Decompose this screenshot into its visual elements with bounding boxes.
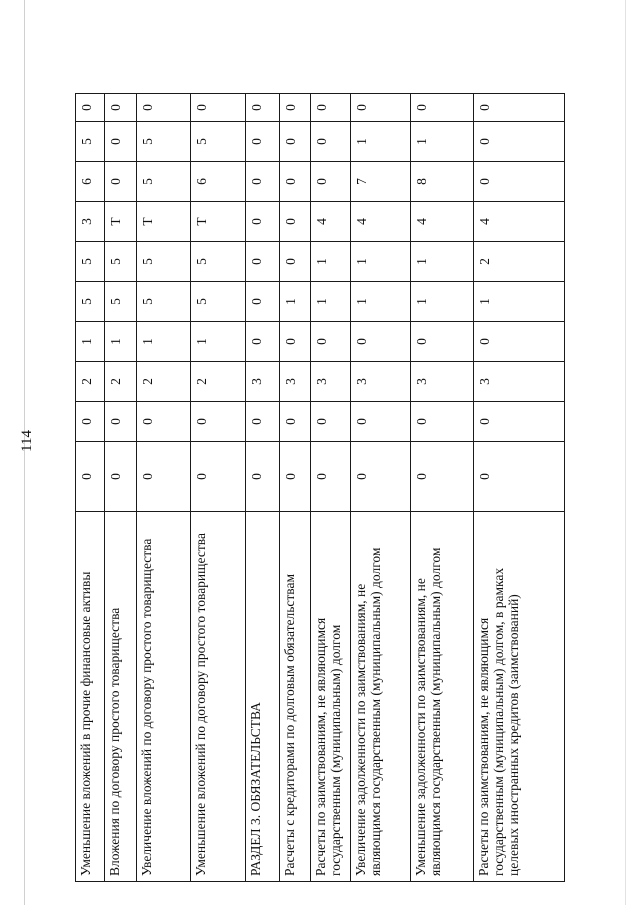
code-cell: 2 bbox=[105, 362, 137, 402]
code-cell: 5 bbox=[190, 282, 245, 322]
code-cell: 0 bbox=[280, 242, 311, 282]
code-cell: 0 bbox=[311, 402, 350, 442]
row-label: Увеличение вложений по договору простого товарищества bbox=[137, 512, 191, 882]
code-cell: 0 bbox=[311, 122, 350, 162]
code-cell: 5 bbox=[190, 242, 245, 282]
code-cell: 4 bbox=[410, 202, 473, 242]
code-cell: 0 bbox=[280, 202, 311, 242]
code-cell: 1 bbox=[350, 242, 410, 282]
code-cell: 0 bbox=[76, 442, 105, 512]
code-cell: 0 bbox=[105, 162, 137, 202]
code-cell: 0 bbox=[311, 162, 350, 202]
code-cell: 0 bbox=[245, 402, 279, 442]
row-label: Расчеты с кредиторами по долговым обязательствам bbox=[280, 512, 311, 882]
code-cell: 1 bbox=[137, 322, 191, 362]
code-cell: 5 bbox=[105, 242, 137, 282]
code-cell: 0 bbox=[137, 402, 191, 442]
table-row bbox=[473, 94, 564, 882]
code-cell: 1 bbox=[350, 122, 410, 162]
code-cell: 0 bbox=[473, 162, 564, 202]
code-cell: 0 bbox=[245, 442, 279, 512]
code-cell: 5 bbox=[76, 122, 105, 162]
code-cell: 2 bbox=[76, 362, 105, 402]
code-cell: 3 bbox=[76, 202, 105, 242]
code-cell: 0 bbox=[311, 442, 350, 512]
table-body bbox=[76, 94, 565, 882]
code-cell: 1 bbox=[410, 122, 473, 162]
code-cell: 4 bbox=[350, 202, 410, 242]
code-cell: 2 bbox=[137, 362, 191, 402]
code-cell: 0 bbox=[350, 322, 410, 362]
code-cell: 1 bbox=[410, 242, 473, 282]
code-cell: 2 bbox=[473, 242, 564, 282]
row-label: Расчеты по заимствованиям, не являющимся государственным (муниципальным) долгом bbox=[311, 512, 350, 882]
code-cell: 0 bbox=[245, 202, 279, 242]
code-cell: 0 bbox=[105, 402, 137, 442]
code-cell: 0 bbox=[280, 402, 311, 442]
code-cell: 8 bbox=[410, 162, 473, 202]
code-cell: 0 bbox=[280, 122, 311, 162]
code-cell: 0 bbox=[137, 94, 191, 122]
code-cell: 5 bbox=[190, 122, 245, 162]
code-cell: 0 bbox=[245, 94, 279, 122]
code-cell: 0 bbox=[245, 322, 279, 362]
code-cell: 1 bbox=[280, 282, 311, 322]
table-row bbox=[410, 94, 473, 882]
code-cell: 5 bbox=[76, 242, 105, 282]
code-cell: 3 bbox=[473, 362, 564, 402]
code-cell: 6 bbox=[190, 162, 245, 202]
row-label: Уменьшение задолженности по заимствованиям, не являющимся государственным (муниципальным) долгом bbox=[410, 512, 473, 882]
code-cell: Т bbox=[137, 202, 191, 242]
code-cell: 3 bbox=[410, 362, 473, 402]
code-cell: 1 bbox=[105, 322, 137, 362]
code-cell: 5 bbox=[137, 162, 191, 202]
code-cell: 1 bbox=[311, 242, 350, 282]
code-cell: 1 bbox=[410, 282, 473, 322]
code-cell: 6 bbox=[76, 162, 105, 202]
table-row bbox=[350, 94, 410, 882]
code-cell: 7 bbox=[350, 162, 410, 202]
code-cell: Т bbox=[105, 202, 137, 242]
code-cell: 0 bbox=[245, 122, 279, 162]
code-cell: 0 bbox=[280, 322, 311, 362]
rotated-table-container bbox=[75, 94, 565, 882]
code-cell: 1 bbox=[76, 322, 105, 362]
code-cell: 4 bbox=[473, 202, 564, 242]
row-label: Уменьшение вложений по договору простого товарищества bbox=[190, 512, 245, 882]
code-cell: 4 bbox=[311, 202, 350, 242]
code-cell: 1 bbox=[190, 322, 245, 362]
code-cell: 0 bbox=[105, 122, 137, 162]
code-cell: 5 bbox=[105, 282, 137, 322]
code-cell: 0 bbox=[410, 322, 473, 362]
row-label: Вложения по договору простого товарищества bbox=[105, 512, 137, 882]
row-label: Расчеты по заимствованиям, не являющимся государственным (муниципальным) долгом, в рамках целевых иностранных кредитов (заимствований) bbox=[473, 512, 564, 882]
code-cell: 3 bbox=[245, 362, 279, 402]
code-cell: 0 bbox=[245, 242, 279, 282]
code-cell: 0 bbox=[410, 402, 473, 442]
code-cell: 0 bbox=[190, 442, 245, 512]
code-cell: 0 bbox=[105, 442, 137, 512]
code-cell: 5 bbox=[137, 122, 191, 162]
code-cell: Т bbox=[190, 202, 245, 242]
code-cell: 0 bbox=[311, 94, 350, 122]
code-cell: 0 bbox=[137, 442, 191, 512]
row-label: Уменьшение вложений в прочие финансовые активы bbox=[76, 512, 105, 882]
code-cell: 0 bbox=[311, 322, 350, 362]
code-cell: 1 bbox=[311, 282, 350, 322]
code-cell: 0 bbox=[473, 94, 564, 122]
table-row bbox=[105, 94, 137, 882]
code-cell: 3 bbox=[280, 362, 311, 402]
table-row bbox=[137, 94, 191, 882]
code-cell: 0 bbox=[473, 322, 564, 362]
code-cell: 2 bbox=[190, 362, 245, 402]
code-cell: 0 bbox=[280, 162, 311, 202]
code-cell: 0 bbox=[190, 402, 245, 442]
code-cell: 0 bbox=[76, 94, 105, 122]
code-cell: 0 bbox=[473, 442, 564, 512]
table-row bbox=[190, 94, 245, 882]
code-cell: 0 bbox=[245, 282, 279, 322]
code-cell: 5 bbox=[76, 282, 105, 322]
code-cell: 0 bbox=[410, 442, 473, 512]
table-row bbox=[280, 94, 311, 882]
code-cell: 0 bbox=[76, 402, 105, 442]
table-row bbox=[76, 94, 105, 882]
code-cell: 0 bbox=[280, 94, 311, 122]
code-cell: 0 bbox=[245, 162, 279, 202]
code-cell: 1 bbox=[473, 282, 564, 322]
row-label: РАЗДЕЛ 3. ОБЯЗАТЕЛЬСТВА bbox=[245, 512, 279, 882]
table-row bbox=[311, 94, 350, 882]
row-label: Увеличение задолженности по заимствованиям, не являющимся государственным (муниципальным) долгом bbox=[350, 512, 410, 882]
page-number: 114 bbox=[19, 430, 35, 452]
code-cell: 0 bbox=[350, 94, 410, 122]
code-cell: 5 bbox=[137, 242, 191, 282]
code-cell: 1 bbox=[350, 282, 410, 322]
code-cell: 3 bbox=[311, 362, 350, 402]
code-cell: 5 bbox=[137, 282, 191, 322]
code-cell: 0 bbox=[350, 442, 410, 512]
code-cell: 0 bbox=[473, 402, 564, 442]
code-cell: 0 bbox=[105, 94, 137, 122]
code-cell: 0 bbox=[410, 94, 473, 122]
code-cell: 3 bbox=[350, 362, 410, 402]
code-cell: 0 bbox=[280, 442, 311, 512]
code-cell: 0 bbox=[350, 402, 410, 442]
table-row bbox=[245, 94, 279, 882]
code-cell: 0 bbox=[190, 94, 245, 122]
code-cell: 0 bbox=[473, 122, 564, 162]
accounts-table bbox=[75, 93, 565, 882]
